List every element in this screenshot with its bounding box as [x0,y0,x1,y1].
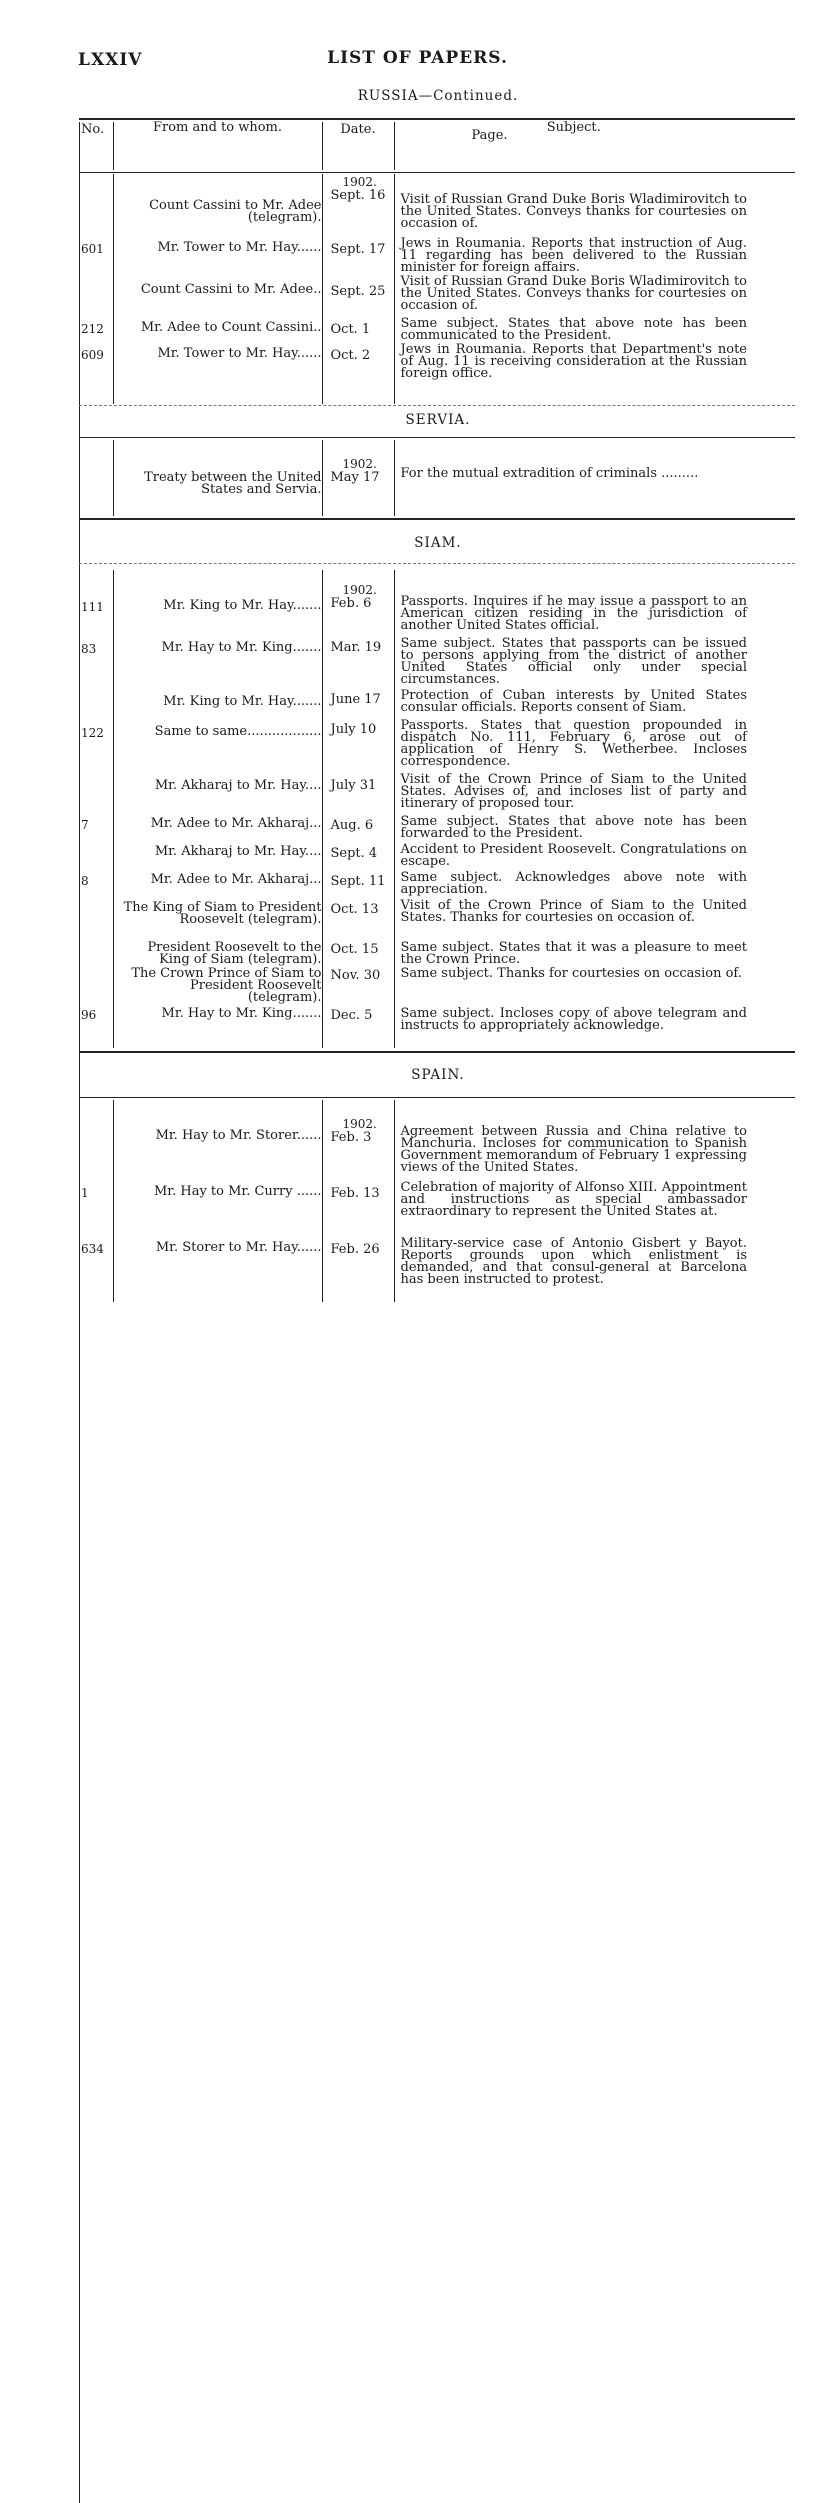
subject: Protection of Cuban interests by United States consular officials. Reports consent of Siam. [394,686,753,716]
doc-number: 634 [81,1242,104,1256]
subject: Same subject. Acknowledges above note with appreciation. [394,868,753,896]
subject: Visit of Russian Grand Duke Boris Wladimirovitch to the United States. Conveys thanks for courtesies on occasion of. [394,274,753,312]
subject: Passports. Inquires if he may issue a passport to an American citizen residing in the jurisdiction of another United States official. [394,570,753,632]
date: Sept. 4 [322,840,394,868]
siam-table [79,570,795,1048]
table-row [79,1236,795,1302]
russia-rows [79,174,795,404]
from-to: Mr. Tower to Mr. Hay...... [113,232,322,274]
subject: For the mutual extradition of criminals ......... [394,440,753,516]
section-title-russia: RUSSIA—Continued. [357,88,519,104]
date: Feb. 26 [322,1236,394,1302]
from-to: Mr. Hay to Mr. King....... [113,1006,322,1048]
subject: Same subject. States that above note has been communicated to the President. [394,312,753,342]
column-header-subject: Subject. [394,122,753,170]
subject: Visit of the Crown Prince of Siam to the United States. Advises of, and incloses list of party and itinerary of proposed tour. [394,770,753,812]
from-to: Same to same.................. [113,716,322,770]
doc-number: 609 [81,348,104,362]
page-number: LXXIV [78,50,143,70]
table-row [79,1006,795,1048]
date: Oct. 13 [322,896,394,940]
subject: Same subject. States that above note has been forwarded to the President. [394,812,753,840]
rule [79,563,795,564]
year-label: 1902. [342,175,377,189]
doc-number: 8 [81,874,89,888]
date: Aug. 6 [322,812,394,840]
table-row [79,342,795,404]
year-label: 1902. [342,1117,377,1131]
subject: Same subject. Incloses copy of above telegram and instructs to appropriately acknowledge. [394,1006,753,1048]
date: Oct. 15 [322,940,394,966]
doc-number: 601 [81,242,104,256]
date: Oct. 1 [322,312,394,342]
subject: Agreement between Russia and China relative to Manchuria. Incloses for communication to Spanish Government memorandum of February 1 expressing views of the United States. [394,1100,753,1180]
date: June 17 [322,686,394,716]
section-title-spain: SPAIN. [411,1067,465,1083]
from-to: Mr. Hay to Mr. King....... [113,632,322,686]
doc-number: 1 [81,1186,89,1200]
subject: Passports. States that question propounded in dispatch No. 111, February 6, arose out of application of Henry S. Wetherbee. Incloses correspondence. [394,716,753,770]
rule [79,1097,795,1098]
rule [79,518,795,520]
spain-table [79,1100,795,1302]
section-title-siam: SIAM. [414,535,462,551]
year-label: 1902. [342,457,377,471]
rule [79,1051,795,1053]
servia-table [79,440,795,516]
subject: Same subject. States that it was a pleasure to meet the Crown Prince. [394,940,753,966]
table-row [79,440,795,516]
subject: Military-service case of Antonio Gisbert y Bayot. Reports grounds upon which enlistment is demanded, and that consul-general at Barcelona has been instructed to protest. [394,1236,753,1302]
from-to: Count Cassini to Mr. Adee.. [113,274,322,312]
subject: Visit of the Crown Prince of Siam to the United States. Thanks for courtesies on occasion of. [394,896,753,940]
from-to: Mr. Adee to Count Cassini.. [113,312,322,342]
doc-number: 83 [81,642,97,656]
date: Feb. 13 [322,1180,394,1236]
date: Feb. 3 [330,1130,372,1145]
from-to: President Roosevelt to the King of Siam (telegram). [113,940,322,966]
doc-number: 111 [81,600,104,614]
subject: Jews in Roumania. Reports that Department's note of Aug. 11 is receiving consideration at the Russian foreign office. [394,342,753,404]
from-to: The King of Siam to President Roosevelt (telegram). [113,896,322,940]
rule [79,172,795,173]
section-title-servia: SERVIA. [405,412,471,428]
from-to: Count Cassini to Mr. Adee (telegram). [149,198,322,225]
from-to: Mr. King to Mr. Hay....... [113,570,322,632]
date: July 10 [322,716,394,770]
subject: Same subject. Thanks for courtesies on occasion of. [394,966,753,1006]
column-header-row [79,122,795,170]
rule [79,437,795,438]
doc-number: 212 [81,322,104,336]
date: Sept. 11 [322,868,394,896]
running-head [78,46,797,72]
page-title: LIST OF PAPERS. [327,48,508,68]
subject: Same subject. States that passports can be issued to persons applying from the district of another United States official only under special circumstances. [394,632,753,686]
doc-number: 96 [81,1008,97,1022]
doc-number: 7 [81,818,89,832]
from-to: Mr. Hay to Mr. Curry ...... [113,1180,322,1236]
column-header-date: Date. [322,122,394,170]
date: Sept. 16 [330,188,386,203]
doc-number: 122 [81,726,104,740]
from-to: Treaty between the United States and Servia. [144,470,322,497]
from-to: Mr. King to Mr. Hay....... [113,686,322,716]
subject: Celebration of majority of Alfonso XIII. Appointment and instructions as special ambassador extraordinary to represent the United States at. [394,1180,753,1236]
column-header-from: From and to whom. [113,122,322,170]
column-header-no: No. [81,122,105,137]
date: May 17 [330,470,380,485]
from-to: Mr. Adee to Mr. Akharaj... [113,868,322,896]
from-to: Mr. Tower to Mr. Hay...... [113,342,322,404]
from-to: Mr. Akharaj to Mr. Hay.... [113,770,322,812]
from-to: Mr. Akharaj to Mr. Hay.... [113,840,322,868]
date: Sept. 17 [322,232,394,274]
date: Sept. 25 [322,274,394,312]
subject: Jews in Roumania. Reports that instruction of Aug. 11 regarding has been delivered to the Russian minister for foreign affairs. [394,232,753,274]
from-to: Mr. Adee to Mr. Akharaj... [113,812,322,840]
from-to: Mr. Hay to Mr. Storer...... [113,1100,322,1180]
date: Feb. 6 [330,596,372,611]
from-to: Mr. Storer to Mr. Hay...... [113,1236,322,1302]
rule [79,405,795,406]
year-label: 1902. [342,583,377,597]
russia-table [79,122,795,170]
date: Dec. 5 [322,1006,394,1048]
from-to: The Crown Prince of Siam to President Roosevelt (telegram). [113,966,322,1006]
date: July 31 [322,770,394,812]
subject: Accident to President Roosevelt. Congratulations on escape. [394,840,753,868]
date: Oct. 2 [322,342,394,404]
date: Mar. 19 [322,632,394,686]
subject: Visit of Russian Grand Duke Boris Wladimirovitch to the United States. Conveys thanks for courtesies on occasion of. [400,192,747,231]
column-header-page: Page. [79,122,819,176]
page-ref [79,1100,819,2479]
date: Nov. 30 [322,966,394,1006]
